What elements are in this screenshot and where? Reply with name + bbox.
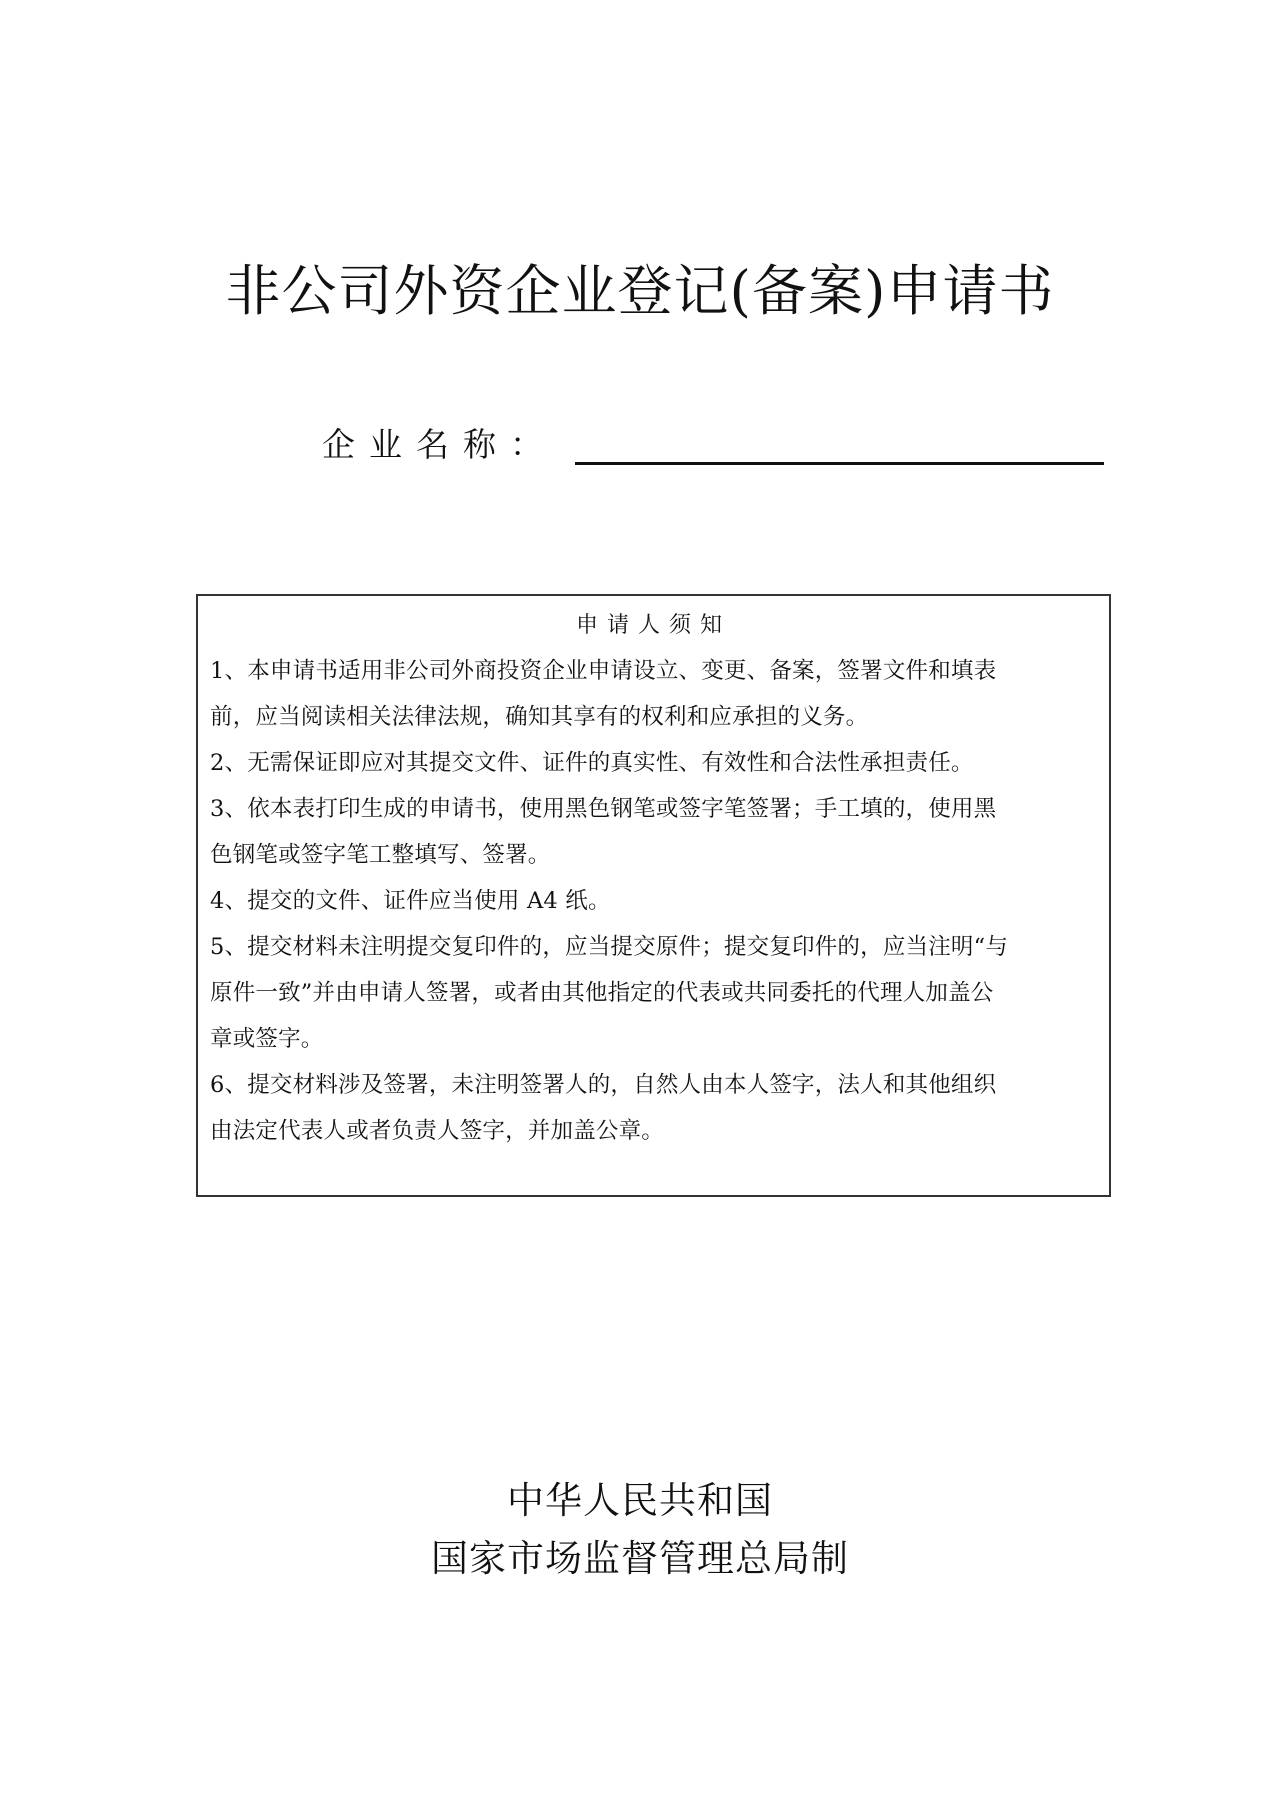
enterprise-name-label: 企业名称： xyxy=(322,425,557,464)
notice-line: 1、本申请书适用非公司外商投资企业申请设立、变更、备案，签署文件和填表 xyxy=(210,658,997,684)
document-title: 非公司外资企业登记(备案)申请书 xyxy=(225,259,1055,323)
enterprise-name-row xyxy=(322,418,557,468)
notice-line: 由法定代表人或者负责人签字，并加盖公章。 xyxy=(210,1118,665,1144)
applicant-notice-box xyxy=(196,594,1111,1197)
notice-list xyxy=(210,648,1100,1154)
issuer-country: 中华人民共和国 xyxy=(507,1479,773,1522)
notice-line: 章或签字。 xyxy=(210,1026,324,1052)
notice-line: 前，应当阅读相关法律法规，确知其享有的权利和应承担的义务。 xyxy=(210,704,869,730)
notice-line: 3、依本表打印生成的申请书，使用黑色钢笔或签字笔签署；手工填的，使用黑 xyxy=(210,796,997,822)
enterprise-name-field[interactable] xyxy=(575,440,1104,465)
notice-line: 原件一致”并由申请人签署，或者由其他指定的代表或共同委托的代理人加盖公 xyxy=(210,980,994,1006)
notice-line: 5、提交材料未注明提交复印件的，应当提交原件；提交复印件的，应当注明“与 xyxy=(210,934,1009,960)
notice-line: 2、无需保证即应对其提交文件、证件的真实性、有效性和合法性承担责任。 xyxy=(210,750,974,776)
notice-line: 6、提交材料涉及签署，未注明签署人的，自然人由本人签字，法人和其他组织 xyxy=(210,1072,997,1098)
issuer-block xyxy=(0,1472,1280,1588)
notice-line: 色钢笔或签字笔工整填写、签署。 xyxy=(210,842,551,868)
notice-line: 4、提交的文件、证件应当使用 A4 纸。 xyxy=(210,888,611,914)
notice-heading: 申请人须知 xyxy=(575,613,731,638)
issuer-authority: 国家市场监督管理总局制 xyxy=(431,1537,849,1580)
